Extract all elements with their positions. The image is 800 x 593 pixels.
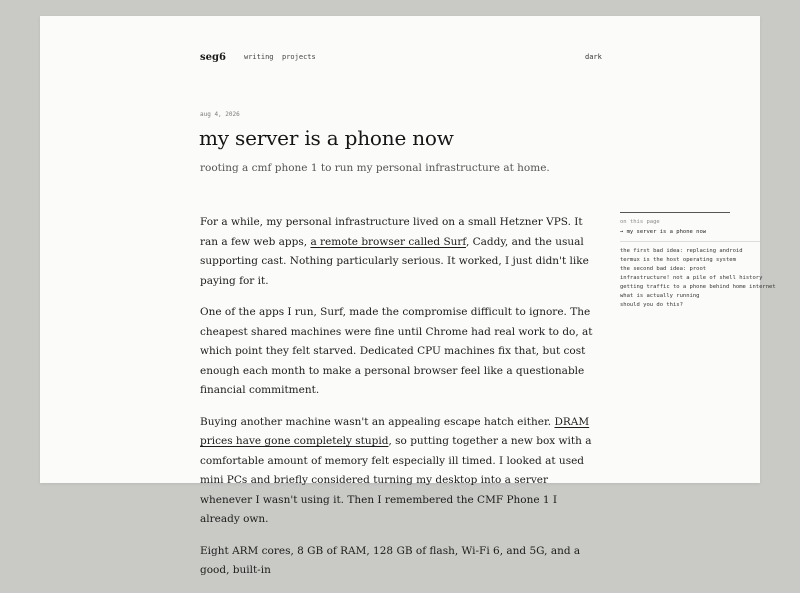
nav-link-projects[interactable]: projects bbox=[282, 53, 316, 61]
browser-page bbox=[40, 16, 776, 576]
post-subtitle: rooting a cmf phone 1 to run my personal infrastructure at home. bbox=[200, 162, 550, 174]
site-logo[interactable]: seg6 bbox=[200, 52, 226, 63]
toc-current-item[interactable]: → my server is a phone now bbox=[620, 229, 707, 235]
toc-heading: on this page bbox=[620, 219, 660, 225]
toc-item[interactable]: should you do this? bbox=[620, 302, 683, 308]
table-of-contents bbox=[620, 212, 776, 310]
toc-item[interactable]: the second bad idea: proot bbox=[620, 266, 707, 272]
article-body bbox=[200, 213, 600, 593]
dram-prices-link[interactable]: DRAM prices have gone completely stupid bbox=[200, 415, 590, 447]
paragraph-text: , Caddy, and the usual supporting cast. Nothing particularly serious. It worked, I just didn't like paying for it. bbox=[200, 235, 589, 287]
surf-link[interactable]: a remote browser called Surf bbox=[310, 235, 466, 248]
page-title: my server is a phone now bbox=[199, 126, 454, 150]
toc-list bbox=[620, 247, 776, 310]
toc-item[interactable]: termux is the host operating system bbox=[620, 257, 736, 263]
toc-divider bbox=[620, 241, 760, 242]
paragraph-text: For a while, my personal infrastructure lived on a small Hetzner VPS. It ran a few web apps, bbox=[200, 216, 583, 248]
toc-divider bbox=[620, 212, 730, 213]
nav-link-writing[interactable]: writing bbox=[244, 53, 274, 61]
toc-item[interactable]: what is actually running bbox=[620, 293, 700, 299]
paragraph-text: , so putting together a new box with a comfortable amount of memory felt especially ill timed. I looked at used mini PCs and briefly considered turning my desktop into a server whenever I wasn't using it. Then I remembered the CMF Phone 1 I already own. bbox=[200, 435, 592, 525]
paragraph bbox=[200, 413, 600, 530]
paragraph: One of the apps I run, Surf, made the compromise difficult to ignore. The cheapest shared machines were fine until Chrome had real work to do, at which point they felt starved. Dedicated CPU machines fix that, but cost enough each month to make a personal browser feel like a questionable financial commitment. bbox=[200, 306, 593, 396]
toc-item[interactable]: getting traffic to a phone behind home internet bbox=[620, 284, 776, 290]
toc-item[interactable]: infrastructure! not a pile of shell history bbox=[620, 275, 763, 281]
post-date: aug 4, 2026 bbox=[200, 111, 240, 118]
paragraph bbox=[200, 213, 600, 291]
theme-toggle-button[interactable]: dark bbox=[585, 53, 602, 61]
paragraph: Eight ARM cores, 8 GB of RAM, 128 GB of flash, Wi-Fi 6, and 5G, and a good, built-in bbox=[200, 544, 581, 576]
paragraph-text: Buying another machine wasn't an appealing escape hatch either. bbox=[200, 415, 555, 428]
toc-item[interactable]: the first bad idea: replacing android bbox=[620, 248, 743, 254]
